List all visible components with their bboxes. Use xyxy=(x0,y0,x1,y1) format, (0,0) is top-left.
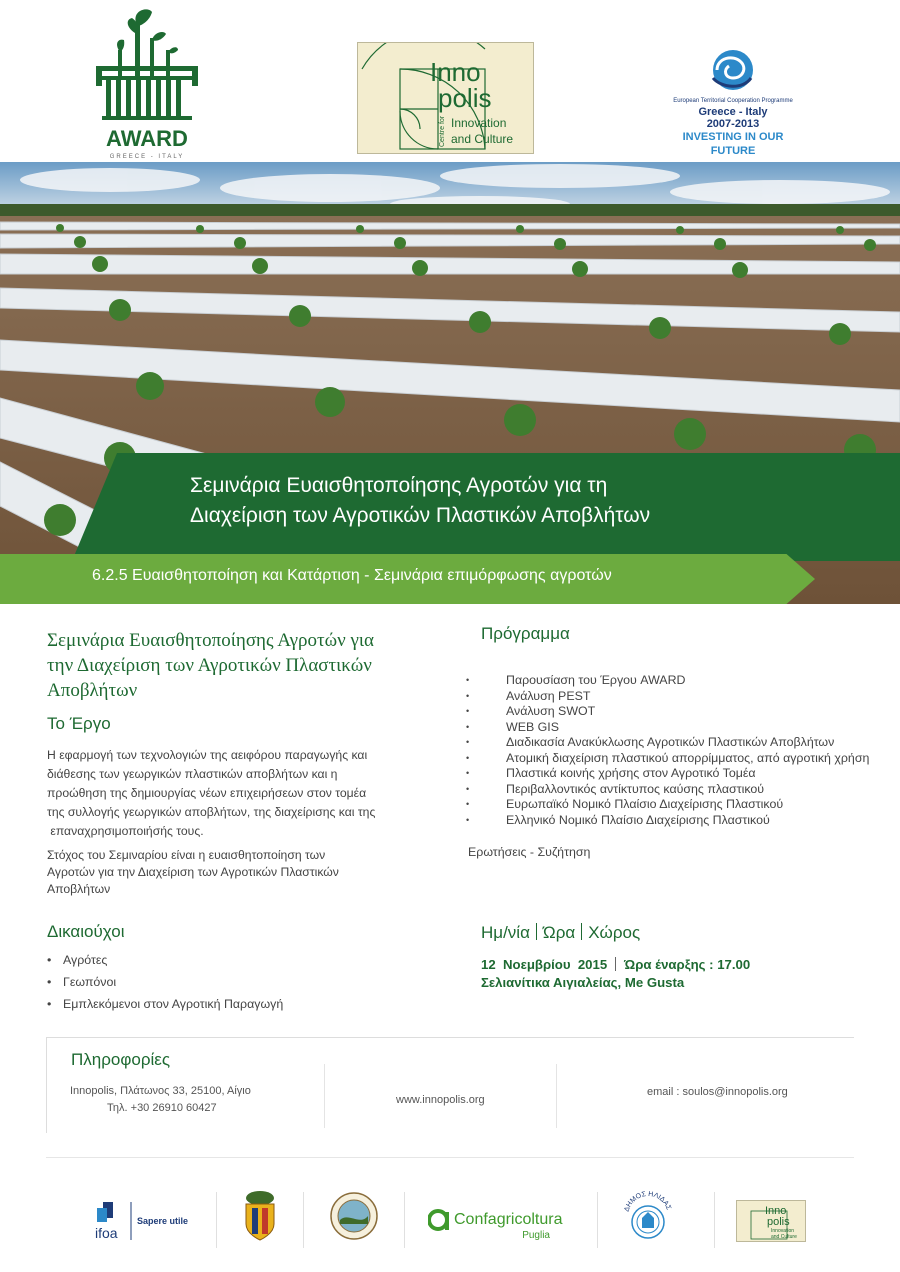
interreg-slogan-text: INVESTING IN OUR FUTURE xyxy=(682,131,784,157)
svg-text:Centre for: Centre for xyxy=(439,115,446,147)
hero-section xyxy=(0,162,900,604)
time-label: Ώρα xyxy=(542,923,576,942)
svg-text:ifoa: ifoa xyxy=(95,1225,118,1241)
project-text-line: προώθηση της δημιουργίας νέων επιχειρήσεων στον τομέα xyxy=(47,786,367,800)
list-item xyxy=(466,735,886,751)
svg-text:Puglia: Puglia xyxy=(522,1230,550,1241)
interreg-years-text: 2007-2013 xyxy=(706,118,760,130)
swirl-icon xyxy=(703,48,763,94)
bullet-icon: • xyxy=(47,953,52,967)
program-list xyxy=(466,673,886,828)
project-text-line: Η εφαρμογή των τεχνολογιών της αειφόρου παραγωγής και xyxy=(47,748,368,762)
svg-text:Innovation: Innovation xyxy=(771,1228,795,1234)
program-heading: Πρόγραμμα xyxy=(481,624,570,643)
award-plant-icon xyxy=(92,4,202,160)
main-title-line1: Σεμινάρια Ευαισθητοποίησης Αγροτών για xyxy=(47,630,374,651)
bullet-icon: • xyxy=(47,975,52,989)
svg-text:and Culture: and Culture xyxy=(771,1234,797,1240)
bullet-icon: • xyxy=(466,675,470,685)
beneficiaries-heading: Δικαιούχοι xyxy=(47,922,125,941)
event-date: 12 Νοεμβρίου 2015 xyxy=(481,957,608,972)
list-item xyxy=(47,975,283,997)
province-crest-logo xyxy=(243,1190,277,1242)
phone-text: Τηλ. +30 26910 60427 xyxy=(107,1102,217,1114)
svg-text:GREECE - ITALY: GREECE - ITALY xyxy=(109,154,185,160)
university-seal-logo xyxy=(330,1192,378,1240)
divider xyxy=(597,1192,598,1248)
bullet-icon: • xyxy=(466,721,470,732)
goal-text-line: Αποβλήτων xyxy=(47,882,111,896)
list-item-label: Εμπλεκόμενοι στον Αγροτική Παραγωγή xyxy=(63,997,284,1011)
project-text-line: διάθεσης των γεωργικών πλαστικών αποβλήτων και η xyxy=(47,767,338,781)
bullet-icon: • xyxy=(466,752,470,763)
list-item-label: Πλαστικά κοινής χρήσης στον Αγροτικό Τομέα xyxy=(506,766,756,780)
list-item-label: Ευρωπαϊκό Νομικό Πλαίσιο Διαχείρισης Πλαστικού xyxy=(506,797,784,811)
svg-text:Sapere utile: Sapere utile xyxy=(137,1216,189,1226)
list-item-label: Ατομική διαχείριση πλαστικού απορρίμματος, από αγροτική χρήση xyxy=(506,750,870,765)
bullet-icon: • xyxy=(466,799,470,809)
list-item xyxy=(466,751,886,767)
hero-title-line2: Διαχείριση των Αγροτικών Πλαστικών Αποβλήτων xyxy=(190,504,651,527)
program-final-item: Ερωτήσεις - Συζήτηση xyxy=(468,845,591,859)
list-item xyxy=(466,704,886,720)
subtitle-banner xyxy=(0,554,815,604)
when-heading xyxy=(481,923,640,943)
list-item xyxy=(466,720,886,736)
address-text: Innopolis, Πλάτωνος 33, 25100, Αίγιο xyxy=(70,1085,251,1097)
divider xyxy=(46,1157,854,1158)
date-label: Ημ/νία xyxy=(481,923,530,942)
list-item-label: Ελληνικό Νομικό Πλαίσιο Διαχείρισης Πλαστικού xyxy=(506,812,770,827)
svg-text:and Culture: and Culture xyxy=(451,132,514,146)
bullet-icon: • xyxy=(47,997,52,1011)
list-item-label: Διαδικασία Ανακύκλωσης Αγροτικών Πλαστικών Αποβλήτων xyxy=(506,735,835,749)
svg-text:polis: polis xyxy=(767,1216,790,1228)
divider xyxy=(556,1064,557,1128)
bullet-icon: • xyxy=(466,706,470,716)
title-banner xyxy=(0,453,900,561)
bullet-icon: • xyxy=(466,814,470,825)
award-logo xyxy=(92,4,202,160)
list-item-label: WEB GIS xyxy=(506,719,560,734)
info-heading: Πληροφορίες xyxy=(71,1050,171,1069)
svg-text:polis: polis xyxy=(438,83,492,113)
project-text-line: επαναχρησιμοποιήσής τους. xyxy=(47,824,204,838)
list-item xyxy=(466,797,886,813)
divider xyxy=(404,1192,405,1248)
bullet-icon: • xyxy=(466,737,470,747)
svg-text:ΔΗΜΟΣ ΗΛΙΔΑΣ: ΔΗΜΟΣ ΗΛΙΔΑΣ xyxy=(623,1190,672,1213)
divider xyxy=(216,1192,217,1248)
list-item xyxy=(466,766,886,782)
list-item-label: Παρουσίαση του Έργου AWARD xyxy=(506,673,686,687)
list-item xyxy=(47,997,283,1019)
main-title xyxy=(47,628,427,703)
innopolis-small-logo xyxy=(736,1200,806,1242)
main-title-line2: την Διαχείριση των Αγροτικών Πλαστικών xyxy=(47,655,372,676)
dimos-ilidas-logo xyxy=(620,1188,676,1244)
place-label: Χώρος xyxy=(588,923,641,942)
interreg-country-text: Greece - Italy xyxy=(698,106,768,118)
bullet-icon: • xyxy=(466,783,470,794)
list-item-label: Ανάλυση PEST xyxy=(506,688,591,703)
project-text-line: της συλλογής γεωργικών αποβλήτων, της διαχείρισης και της xyxy=(47,805,376,819)
list-item-label: Αγρότες xyxy=(63,953,108,967)
event-start-time: Ώρα έναρξης : 17.00 xyxy=(624,957,751,972)
divider xyxy=(714,1192,715,1248)
svg-text:Confagricoltura: Confagricoltura xyxy=(454,1211,563,1228)
svg-text:Inno: Inno xyxy=(765,1205,787,1217)
email-link[interactable]: email : soulos@innopolis.org xyxy=(647,1086,788,1098)
list-item-label: Περιβαλλοντικός αντίκτυπος καύσης πλαστικού xyxy=(506,781,765,796)
ifoa-logo xyxy=(95,1198,195,1244)
confagricoltura-logo xyxy=(428,1204,578,1242)
list-item xyxy=(466,689,886,705)
project-text xyxy=(47,746,427,841)
project-heading: Το Έργο xyxy=(47,714,111,733)
goal-text-line: Στόχος του Σεμιναρίου είναι η ευαισθητοποίηση των xyxy=(47,848,326,862)
divider xyxy=(303,1192,304,1248)
interreg-programme-text: European Territorial Cooperation Programme xyxy=(673,98,793,104)
list-item-label: Ανάλυση SWOT xyxy=(506,704,596,718)
list-item-label: Γεωπόνοι xyxy=(63,975,117,989)
goal-text xyxy=(47,847,407,898)
beneficiaries-list xyxy=(47,953,283,1019)
list-item xyxy=(466,813,886,829)
divider xyxy=(324,1064,325,1128)
event-venue: Σελιανίτικα Αιγιαλείας, Me Gusta xyxy=(481,975,685,990)
svg-text:Inno: Inno xyxy=(430,57,481,87)
goal-text-line: Αγροτών για την Διαχείριση των Αγροτικών Πλαστικών xyxy=(47,865,339,879)
list-item xyxy=(466,782,886,798)
svg-text:AWARD: AWARD xyxy=(106,126,188,151)
list-item xyxy=(466,673,886,689)
bullet-icon: • xyxy=(466,768,470,778)
bullet-icon: • xyxy=(466,690,470,701)
hero-subtitle: 6.2.5 Ευαισθητοποίηση και Κατάρτιση - Σεμινάρια επιμόρφωσης αγροτών xyxy=(92,567,612,584)
innopolis-logo xyxy=(357,42,534,154)
interreg-logo xyxy=(668,48,798,157)
info-box xyxy=(46,1037,854,1133)
main-title-line3: Αποβλήτων xyxy=(47,680,138,701)
hero-title-line1: Σεμινάρια Ευαισθητοποίησης Αγροτών για τη xyxy=(190,474,608,497)
svg-text:Innovation: Innovation xyxy=(451,116,507,130)
website-link[interactable]: www.innopolis.org xyxy=(396,1094,485,1106)
list-item xyxy=(47,953,283,975)
event-datetime xyxy=(481,957,750,972)
